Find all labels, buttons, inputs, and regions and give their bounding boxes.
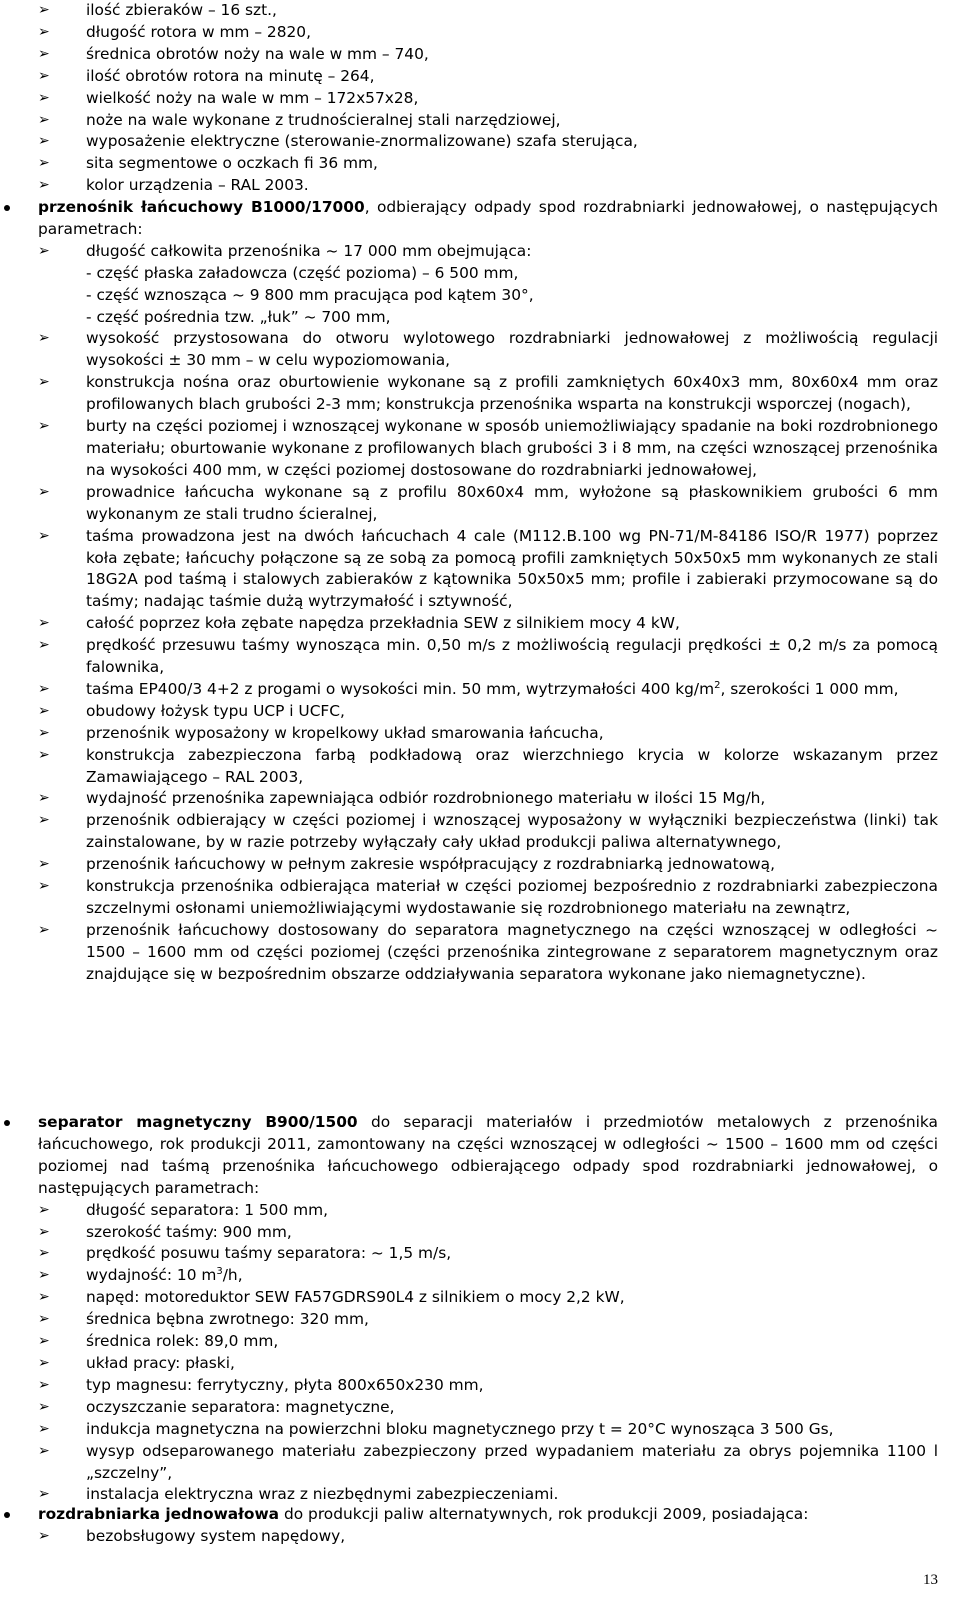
arrow-bullet-icon: ➢ [38, 1245, 50, 1262]
arrow-bullet-icon: ➢ [38, 1442, 50, 1459]
spec-list [38, 679, 938, 701]
arrow-bullet-icon: ➢ [38, 155, 50, 172]
section-title: rozdrabniarka jednowałowa [38, 1505, 280, 1523]
section-title: przenośnik łańcuchowy B1000/17000 [38, 198, 365, 216]
arrow-bullet-icon: ➢ [38, 812, 50, 829]
arrow-bullet-icon: ➢ [38, 374, 50, 391]
list-item [38, 1526, 938, 1548]
arrow-bullet-icon: ➢ [38, 111, 50, 128]
list-continuation [38, 0, 938, 197]
arrow-bullet-icon: ➢ [38, 1289, 50, 1306]
sub-item: - część płaska załadowcza (część pozioma) – 6 500 mm, [86, 263, 519, 282]
arrow-bullet-icon: ➢ [38, 637, 50, 654]
list-item-text: wielkość noży na wale w mm – 172x57x28, [86, 88, 419, 107]
arrow-bullet-icon: ➢ [38, 790, 50, 807]
arrow-bullet-icon: ➢ [38, 1333, 50, 1350]
list-item-text: instalacja elektryczna wraz z niezbędnymi zabezpieczeniami. [86, 1485, 559, 1504]
list-item-text: szerokość taśmy: 900 mm, [86, 1222, 292, 1241]
section-intro [38, 1504, 938, 1526]
arrow-bullet-icon: ➢ [38, 1267, 50, 1284]
list-item [38, 1441, 938, 1485]
sub-item: - część wznosząca ~ 9 800 mm pracująca pod kątem 30°, [86, 285, 534, 304]
list-item [38, 679, 938, 701]
list-item [38, 723, 938, 745]
list-item-text: prędkość przesuwu taśmy wynosząca min. 0,50 m/s z możliwością regulacji prędkości ± 0,2 m/s za pomocą falownika, [86, 636, 938, 677]
list-item [38, 1222, 938, 1244]
arrow-bullet-icon: ➢ [38, 702, 50, 719]
list-item [38, 788, 938, 810]
list-item-text: układ pracy: płaski, [86, 1353, 235, 1372]
list-item [38, 1309, 938, 1331]
arrow-bullet-icon: ➢ [38, 746, 50, 763]
list-item-text: sita segmentowe o oczkach fi 36 mm, [86, 154, 378, 173]
arrow-bullet-icon: ➢ [38, 133, 50, 150]
list-item-text: napęd: motoreduktor SEW FA57GDRS90L4 z silnikiem o mocy 2,2 kW, [86, 1288, 625, 1307]
arrow-bullet-icon: ➢ [38, 177, 50, 194]
arrow-bullet-icon: ➢ [38, 856, 50, 873]
arrow-bullet-icon: ➢ [38, 1527, 50, 1544]
list-item [38, 131, 938, 153]
list-item [38, 1243, 938, 1265]
list-item-text: typ magnesu: ferrytyczny, płyta 800x650x230 mm, [86, 1375, 484, 1394]
list-item [38, 745, 938, 789]
list-item [38, 1397, 938, 1419]
list-item [38, 1200, 938, 1222]
arrow-bullet-icon: ➢ [38, 615, 50, 632]
list-item [38, 0, 938, 22]
list-item-text: ilość obrotów rotora na minutę – 264, [86, 66, 375, 85]
list-item-text: średnica bębna zwrotnego: 320 mm, [86, 1310, 369, 1329]
list-item-text: konstrukcja przenośnika odbierająca materiał w części poziomej bezpośrednio z rozdrabniarki zabezpieczona szczelnymi osłonami uniemożliwiającymi wydostawanie się rozdrobnionego materiału na zewnątrz, [86, 877, 938, 917]
list-item-text: /h, [222, 1266, 243, 1285]
arrow-bullet-icon: ➢ [38, 89, 50, 106]
arrow-bullet-icon: ➢ [38, 1311, 50, 1328]
arrow-bullet-icon: ➢ [38, 23, 50, 40]
list-item [38, 175, 938, 197]
list-item-text: prędkość posuwu taśmy separatora: ~ 1,5 m/s, [86, 1244, 452, 1263]
list-item [38, 1419, 938, 1441]
sub-item: - część pośrednia tzw. „łuk” ~ 700 mm, [86, 307, 391, 326]
superscript: 2 [714, 679, 721, 691]
spec-list [38, 1287, 938, 1506]
list-item [38, 526, 938, 614]
spec-list [38, 1200, 938, 1266]
list-item-text: wysyp odseparowanego materiału zabezpieczony przed wypadaniem materiału za obrys pojemnika 1100 l „szczelny”, [86, 1441, 938, 1482]
arrow-bullet-icon: ➢ [38, 1354, 50, 1371]
list-item-text: wysokość przystosowana do otworu wylotowego rozdrabniarki jednowałowej z możliwością regulacji wysokości ± 30 mm – w celu wypoziomowania, [86, 329, 938, 370]
list-item-text: indukcja magnetyczna na powierzchni bloku magnetycznego przy t = 20°C wynosząca 3 500 Gs, [86, 1419, 834, 1438]
list-item-text: kolor urządzenia – RAL 2003. [86, 176, 309, 195]
arrow-bullet-icon: ➢ [38, 45, 50, 62]
list-item [38, 66, 938, 88]
arrow-bullet-icon: ➢ [38, 878, 50, 895]
arrow-bullet-icon: ➢ [38, 724, 50, 741]
list-item [38, 810, 938, 854]
arrow-bullet-icon: ➢ [38, 921, 50, 938]
bullet-dot [4, 1120, 10, 1126]
list-item-text: całość poprzez koła zębate napędza przekładnia SEW z silnikiem mocy 4 kW, [86, 614, 680, 633]
section-intro-text: do separacji materiałów i przedmiotów metalowych z przenośnika łańcuchowego, rok produkcji 2011, zamontowany na części wznoszącej w odległości ~ 1500 – 1600 mm od części poziomej nad taśmą przenośnika łańcuchowego odbierającego odpady spod rozdrabniarki jednowałowej, o następujących parametrach: [38, 1113, 938, 1197]
spec-list [38, 328, 938, 679]
list-item-text: wyposażenie elektryczne (sterowanie-znormalizowane) szafa sterująca, [86, 132, 638, 151]
spec-list [38, 1265, 938, 1287]
section-shredder [38, 1504, 938, 1548]
section-intro [38, 1112, 938, 1200]
list-item-text: konstrukcja zabezpieczona farbą podkładową oraz wierzchniego krycia w kolorze wskazanym przez Zamawiającego – RAL 2003, [86, 745, 938, 786]
arrow-bullet-icon: ➢ [38, 1420, 50, 1437]
arrow-bullet-icon: ➢ [38, 1376, 50, 1393]
section-chain-conveyor [38, 197, 938, 986]
list-item-text: konstrukcja nośna oraz oburtowienie wykonane są z profili zamkniętych 60x40x3 mm, 80x60x4 mm oraz profilowanych blach grubości 2-3 mm; konstrukcja przenośnika wsparta na konstrukcji wsporczej (nogach), [86, 373, 938, 414]
arrow-bullet-icon: ➢ [38, 527, 50, 544]
list-item [38, 153, 938, 175]
list-item [38, 1287, 938, 1309]
arrow-bullet-icon: ➢ [38, 2, 50, 18]
list-item [38, 854, 938, 876]
list-item-text: średnica obrotów noży na wale w mm – 740, [86, 44, 429, 63]
list-item-text: , szerokości 1 000 mm, [720, 679, 899, 698]
list-item [38, 482, 938, 526]
list-item-text: długość całkowita przenośnika ~ 17 000 mm obejmująca: [86, 241, 532, 260]
section-magnetic-separator [38, 1112, 938, 1506]
arrow-bullet-icon: ➢ [38, 1201, 50, 1218]
section-intro [38, 197, 938, 241]
list-item [38, 372, 938, 416]
list-item [38, 876, 938, 920]
list-item [38, 635, 938, 679]
arrow-bullet-icon: ➢ [38, 1486, 50, 1503]
list-item-text: przenośnik łańcuchowy w pełnym zakresie współpracujący z rozdrabniarką jednowatową, [86, 855, 775, 874]
list-item [38, 613, 938, 635]
list-item-text: bezobsługowy system napędowy, [86, 1526, 346, 1545]
spec-list [38, 0, 938, 197]
bullet-dot [4, 1512, 10, 1518]
arrow-bullet-icon: ➢ [38, 680, 50, 697]
list-item [38, 44, 938, 66]
page-number: 13 [923, 1572, 938, 1589]
arrow-bullet-icon: ➢ [38, 1398, 50, 1415]
list-item [38, 920, 938, 986]
list-item [38, 241, 938, 329]
list-item-text: długość rotora w mm – 2820, [86, 22, 311, 41]
list-item [38, 1375, 938, 1397]
section-intro-text: , odbierający odpady spod rozdrabniarki jednowałowej, o następujących parametrach: [38, 198, 939, 238]
arrow-bullet-icon: ➢ [38, 418, 50, 435]
list-item [38, 1353, 938, 1375]
section-intro-text: do produkcji paliw alternatywnych, rok produkcji 2009, posiadająca: [279, 1505, 809, 1523]
list-item-text: obudowy łożysk typu UCP i UCFC, [86, 701, 345, 720]
list-item [38, 1331, 938, 1353]
list-item-text: oczyszczanie separatora: magnetyczne, [86, 1397, 395, 1416]
list-item-text: burty na części poziomej i wznoszącej wykonane w sposób uniemożliwiający spadanie na boki rozdrobnionego materiału; oburtowanie wykonane z profilowanych blach grubości 3 i 8 mm, na części wznoszącej przenośnika na wysokości 400 mm, w części poziomej dostosowane do rozdrabniarki jednowałowej, [86, 417, 938, 479]
arrow-bullet-icon: ➢ [38, 483, 50, 500]
list-item [38, 22, 938, 44]
list-item-text: noże na wale wykonane z trudnościeralnej stali narzędziowej, [86, 110, 561, 129]
list-item [38, 88, 938, 110]
list-item [38, 110, 938, 132]
list-item-text: średnica rolek: 89,0 mm, [86, 1332, 279, 1351]
list-item-text: prowadnice łańcucha wykonane są z profilu 80x60x4 mm, wyłożone są płaskownikiem grubości 6 mm wykonanym ze stali trudno ścieralnej, [86, 482, 938, 523]
arrow-bullet-icon: ➢ [38, 242, 50, 259]
spec-list [38, 701, 938, 986]
list-item-text: ilość zbieraków – 16 szt., [86, 1, 277, 19]
list-item [38, 416, 938, 482]
bullet-dot [4, 205, 10, 211]
list-item-text: wydajność: 10 m [86, 1266, 217, 1285]
list-item-text: wydajność przenośnika zapewniająca odbiór rozdrobnionego materiału w ilości 15 Mg/h, [86, 789, 766, 808]
list-item-text: przenośnik łańcuchowy dostosowany do separatora magnetycznego na części wznoszącej w odległości ~ 1500 – 1600 mm od części poziomej (części przenośnika zintegrowane z separatorem magnetycznym oraz znajdujące się w bezpośrednim obszarze oddziaływania separatora wykonane jako niemagnetyczne). [86, 920, 938, 983]
list-item-text: przenośnik wyposażony w kropelkowy układ smarowania łańcucha, [86, 723, 604, 742]
arrow-bullet-icon: ➢ [38, 330, 50, 347]
arrow-bullet-icon: ➢ [38, 67, 50, 84]
section-title: separator magnetyczny B900/1500 [38, 1113, 358, 1131]
list-item [38, 1265, 938, 1287]
list-item-text: taśma prowadzona jest na dwóch łańcuchach 4 cale (M112.B.100 wg PN-71/M-84186 ISO/R 1977) poprzez koła zębate; łańcuchy połączone są ze sobą za pomocą profili zamkniętych 50x50x5 mm wykonanych ze stali 18G2A pod taśmą i stalowych zabieraków z kątownika 50x50x5 mm; profile i zabieraki przymocowane są do taśmy; nadając taśmie dużą wytrzymałość i sztywność, [86, 526, 938, 611]
list-item-text: przenośnik odbierający w części poziomej i wznoszącej wyposażony w wyłączniki bezpieczeństwa (linki) tak zainstalowane, by w razie potrzeby wyłączały cały układ produkcji paliwa alternatywnego, [86, 811, 938, 852]
spec-list [38, 1526, 938, 1548]
list-item-text: długość separatora: 1 500 mm, [86, 1200, 329, 1219]
list-item-text: taśma EP400/3 4+2 z progami o wysokości min. 50 mm, wytrzymałości 400 kg/m [86, 679, 715, 698]
superscript: 3 [216, 1266, 223, 1278]
arrow-bullet-icon: ➢ [38, 1223, 50, 1240]
list-item [38, 701, 938, 723]
sub-list [86, 263, 938, 329]
list-item [38, 328, 938, 372]
spec-list [38, 241, 938, 329]
